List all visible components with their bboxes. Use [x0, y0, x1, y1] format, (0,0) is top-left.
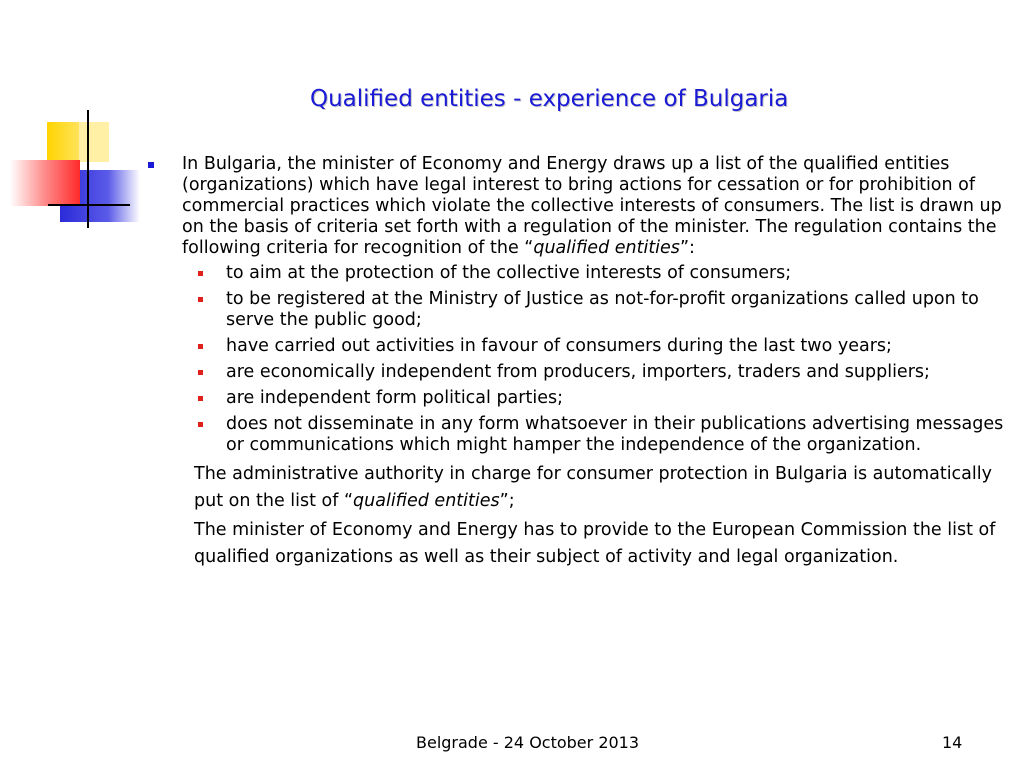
- criteria-item: [148, 414, 1008, 456]
- main-bullet-italic: qualified entities: [533, 238, 680, 258]
- criteria-item: [148, 362, 1008, 383]
- slide-title: Qualified entities - experience of Bulgaria: [310, 86, 789, 112]
- main-bullet-text: [182, 154, 1002, 258]
- paragraph-authority-italic: qualified entities: [353, 491, 500, 511]
- criteria-item: [148, 289, 1008, 331]
- main-bullet-item: [148, 154, 1008, 259]
- main-bullet-text-part: In Bulgaria, the minister of Economy and Energy draws up a list of the qualified entities (organizations) which have legal interest to bring actions for cessation or for prohibition of commercial practices which violate the collective interests of consumers. The list is drawn up on the basis of criteria set forth with a regulation of the minister. The regulation contains the following criteria for recognition of the “: [182, 154, 1002, 258]
- criteria-text: to aim at the protection of the collective interests of consumers;: [226, 263, 792, 283]
- logo-yellow-square: [47, 122, 79, 162]
- paragraph-authority: [148, 461, 1008, 515]
- criteria-list: [148, 263, 1008, 456]
- main-bullet-text-end: ”:: [679, 238, 695, 258]
- paragraph-authority-text: The administrative authority in charge for consumer protection in Bulgaria is automatically put on the list of “: [194, 464, 992, 511]
- logo-yellow-square-light: [79, 122, 109, 162]
- criteria-text: are independent form political parties;: [226, 388, 563, 408]
- criteria-item: [148, 263, 1008, 284]
- paragraph-minister: The minister of Economy and Energy has to provide to the European Commission the list of qualified organizations as well as their subject of activity and legal organization.: [194, 520, 996, 567]
- square-bullet-icon: [148, 162, 154, 168]
- red-square-bullet-icon: [198, 396, 203, 401]
- red-square-bullet-icon: [198, 271, 203, 276]
- criteria-item: [148, 336, 1008, 357]
- red-square-bullet-icon: [198, 344, 203, 349]
- red-square-bullet-icon: [198, 297, 203, 302]
- slide-content: [148, 154, 1008, 571]
- logo-red-square: [10, 160, 80, 206]
- criteria-text: to be registered at the Ministry of Justice as not-for-profit organizations called upon to serve the public good;: [226, 289, 979, 330]
- criteria-item: [148, 388, 1008, 409]
- paragraph-authority-end: ”;: [499, 491, 515, 511]
- criteria-text: are economically independent from producers, importers, traders and suppliers;: [226, 362, 930, 382]
- red-square-bullet-icon: [198, 370, 203, 375]
- footer-text: Belgrade - 24 October 2013: [416, 733, 640, 752]
- criteria-text: does not disseminate in any form whatsoever in their publications advertising messages or communications which might hamper the independence of the organization.: [226, 414, 1004, 455]
- red-square-bullet-icon: [198, 422, 203, 427]
- page-number: 14: [942, 733, 963, 752]
- criteria-text: have carried out activities in favour of consumers during the last two years;: [226, 336, 892, 356]
- decorative-squares-logo: [0, 0, 160, 240]
